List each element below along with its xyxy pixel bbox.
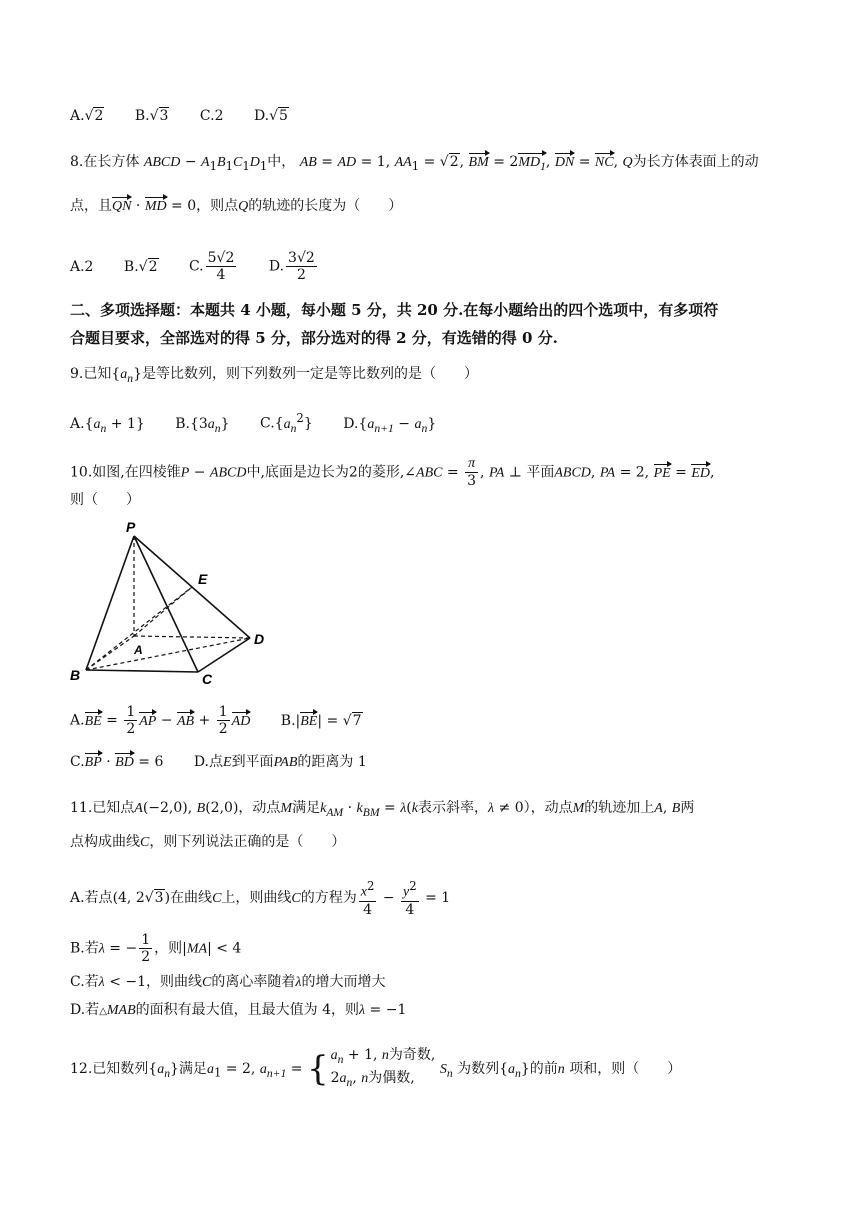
q7-option-c[interactable]: C.2: [199, 108, 224, 124]
q10-stem-line1: 10.如图,在四棱锥P − ABCD中,底面是边长为2的菱形,∠ABC = $\frac{\pi}{3}$ , PA ⊥ 平面ABCD, PA = 2, PE = ED,: [70, 456, 715, 489]
q9-option-a[interactable]: $A.\{a_n + 1\}$: [70, 415, 145, 435]
q10-options-cd: [70, 752, 367, 773]
q9-option-c[interactable]: $C.\{a_n^2\}$: [260, 411, 313, 435]
q10-option-a[interactable]: A.BE = $\frac{1}{2}$ AP − AB + $\frac{1}{2}$ AD: [70, 704, 251, 737]
pyramid-figure: [66, 520, 276, 686]
q9-options: [70, 408, 462, 438]
q11-option-b[interactable]: B.若λ = − $\frac{1}{2}$ ，则|MA| < 4: [70, 932, 242, 965]
q10-options-ab: [70, 704, 363, 737]
label-c: C: [202, 671, 213, 686]
q9-option-b[interactable]: $B.\{3a_n\}$: [175, 415, 230, 435]
label-d: D: [254, 631, 265, 647]
q10-stem-line2: 则（ ）: [70, 492, 140, 508]
section-2-header-line1: 二、多项选择题：本题共 4 小题，每小题 5 分，共 20 分.在每小题给出的四个选项中，有多项符: [70, 301, 719, 319]
q8-stem-line2: 点，且QN · MD = 0，则点Q的轨迹的长度为（ ）: [70, 196, 402, 217]
label-b: B: [70, 667, 81, 683]
q8-stem-line1: 8.在长方体 ABCD − $A_1B_1C_1D_1$中， AB = AD = 1, $AA_1 = √2$, BM = $2MD_1$, DN = NC, Q为长方体表面上的动: [70, 152, 759, 177]
q11-stem-line2: 点构成曲线C，则下列说法正确的是（ ）: [70, 834, 346, 850]
q7-option-a[interactable]: A.√2: [70, 108, 104, 124]
q10-option-b[interactable]: B.|BE| = √7: [281, 713, 363, 729]
q11-stem-line1: 11.已知点A(−2,0), B(2,0)，动点M满足$k_{AM} \cdot k_{BM} = \lambda(k$表示斜率，λ ≠ 0），动点M的轨迹加上A, B两: [70, 800, 695, 819]
label-e: E: [198, 571, 208, 587]
q11-option-c[interactable]: C.若λ < −1，则曲线C的离心率随着λ的增大而增大: [70, 974, 386, 990]
q11-option-d[interactable]: D.若△MAB的面积有最大值，且最大值为 4，则λ = −1: [70, 1002, 407, 1018]
q9-stem: 9.已知$\{a_n\}$是等比数列，则下列数列一定是等比数列的是（ ）: [70, 366, 479, 385]
q7-option-b[interactable]: B.√3: [134, 108, 169, 124]
label-p: P: [126, 520, 136, 535]
q8-option-c[interactable]: C. $\frac{5√2}{4}$: [188, 250, 235, 283]
section-2-header-line2: 合题目要求，全部选对的得 5 分，部分选对的得 2 分，有选错的得 0 分.: [70, 329, 558, 347]
label-a: A: [134, 643, 143, 657]
q8-option-b[interactable]: B.√2: [123, 258, 158, 275]
q10-option-d[interactable]: D.点E到平面PAB的距离为 1: [193, 754, 367, 770]
q12-piecewise: { $a_n + 1$, n为奇数, $2a_n$, n为偶数,: [306, 1047, 436, 1089]
q10-option-c[interactable]: C.BP · BD = 6: [70, 752, 163, 773]
q12-stem: 12.已知数列$\{a_n\}$满足$a_1 = 2$, $a_{n+1}$ = { $a_n + 1$, n为奇数, $2a_n$, n为偶数, $S_n$ 为数列$\{a_n\}$的前n 项和，则（ ）: [70, 1046, 681, 1092]
q9-option-d[interactable]: $D.\{a_{n+1} - a_n\}$: [343, 415, 437, 435]
q7-option-d[interactable]: D.√5: [253, 108, 288, 124]
q8-option-d[interactable]: D. $\frac{3√2}{2}$: [268, 250, 315, 283]
pyramid-solid-edges: [86, 536, 250, 672]
q7-options: [70, 106, 315, 126]
q8-option-a[interactable]: A.2: [70, 258, 94, 275]
q11-option-a[interactable]: A.若点(4, 2√3)在曲线C上，则曲线C的方程为 $\frac{x^2}{4}$ − $\frac{y^2}{4}$ = 1: [70, 879, 451, 918]
q8-options: [70, 250, 345, 283]
